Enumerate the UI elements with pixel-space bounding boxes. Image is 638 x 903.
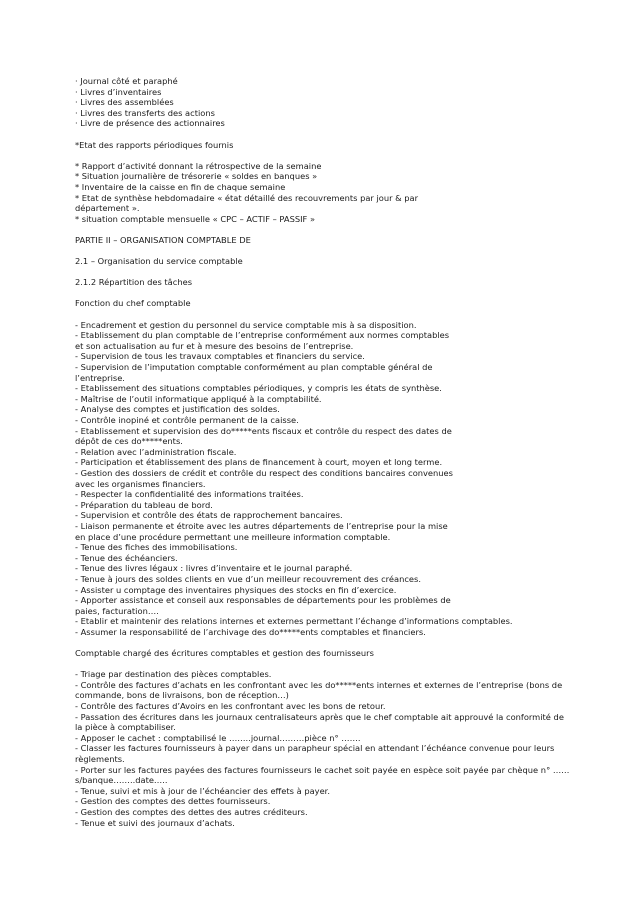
- list-item: - Assumer la responsabilité de l’archivage des do*****ents comptables et financiers.: [75, 626, 426, 637]
- list-item: la pièce à comptabiliser.: [75, 722, 176, 733]
- list-item: l’entreprise.: [75, 372, 125, 383]
- list-item: - Encadrement et gestion du personnel du service comptable mis à sa disposition.: [75, 319, 417, 330]
- list-item: - Gestion des comptes des dettes des autres créditeurs.: [75, 806, 308, 817]
- list-item: - Apporter assistance et conseil aux responsables de départements pour les problèmes de: [75, 595, 451, 606]
- list-item: · Journal côté et paraphé: [75, 76, 178, 86]
- chef-comptable-list: [75, 320, 595, 638]
- list-item: - Porter sur les factures payées des factures fournisseurs le cachet soit payée en espèce soit payée par chèque n° ……: [75, 764, 570, 775]
- list-item: - Liaison permanente et étroite avec les autres départements de l’entreprise pour la mise: [75, 520, 448, 531]
- etat-heading: *Etat des rapports périodiques fournis: [75, 139, 234, 150]
- list-item: en place d’une procédure permettant une meilleure information comptable.: [75, 531, 391, 542]
- list-item: - Analyse des comptes et justification des soldes.: [75, 404, 280, 415]
- document-page: [75, 76, 595, 839]
- list-item: · Livres d’inventaires: [75, 86, 162, 97]
- list-item: - Supervision et contrôle des états de rapprochement bancaires.: [75, 510, 343, 521]
- list-item: - Contrôle inopiné et contrôle permanent de la caisse.: [75, 415, 299, 425]
- list-item: * situation comptable mensuelle « CPC – ACTIF – PASSIF »: [75, 213, 316, 224]
- list-item: règlements.: [75, 754, 125, 764]
- list-item: - Préparation du tableau de bord.: [75, 499, 213, 510]
- list-item: - Classer les factures fournisseurs à payer dans un parapheur spécial en attendant l’échéance convenue pour leurs: [75, 743, 555, 754]
- list-item: - Gestion des dossiers de crédit et contrôle du respect des conditions bancaires convenues: [75, 467, 453, 478]
- list-item: · Livres des transferts des actions: [75, 107, 215, 118]
- list-item: - Respecter la confidentialité des informations traitées.: [75, 489, 304, 500]
- list-item: - Supervision de l’imputation comptable conformément au plan comptable général de: [75, 362, 433, 373]
- list-item: - Participation et établissement des plans de financement à court, moyen et long terme.: [75, 457, 443, 468]
- fournisseurs-list: [75, 669, 595, 828]
- partie-heading: PARTIE II – ORGANISATION COMPTABLE DE: [75, 234, 251, 245]
- list-item: - Etablissement et supervision des do*****ents fiscaux et contrôle du respect des dates de: [75, 425, 452, 436]
- list-item: - Tenue à jours des soldes clients en vue d’un meilleur recouvrement des créances.: [75, 573, 421, 584]
- list-item: * Etat de synthèse hebdomadaire « état détaillé des recouvrements par jour & par: [75, 192, 419, 203]
- intro-list: [75, 76, 595, 129]
- fournisseurs-heading: Comptable chargé des écritures comptables et gestion des fournisseurs: [75, 648, 374, 659]
- list-item: paies, facturation….: [75, 605, 159, 616]
- list-item: et son actualisation au fur et à mesure des besoins de l’entreprise.: [75, 340, 354, 351]
- list-item: département ».: [75, 203, 140, 214]
- list-item: - Supervision de tous les travaux comptables et financiers du service.: [75, 351, 365, 362]
- list-item: * Situation journalière de trésorerie « soldes en banques »: [75, 171, 318, 182]
- list-item: * Inventaire de la caisse en fin de chaque semaine: [75, 181, 286, 192]
- section-heading: 2.1 – Organisation du service comptable: [75, 256, 243, 267]
- subsection-heading: 2.1.2 Répartition des tâches: [75, 277, 193, 288]
- list-item: - Apposer le cachet : comptabilisé le ……..journal………pièce n° …….: [75, 732, 361, 743]
- list-item: avec les organismes financiers.: [75, 478, 206, 489]
- list-item: - Gestion des comptes des dettes fournisseurs.: [75, 796, 271, 807]
- list-item: - Tenue des échéanciers.: [75, 552, 178, 563]
- list-item: - Passation des écritures dans les journaux centralisateurs après que le chef comptable ait approuvé la conformité de: [75, 711, 564, 722]
- list-item: - Etablir et maintenir des relations internes et externes permettant l’échange d’informations comptables.: [75, 616, 513, 627]
- list-item: - Tenue des fiches des immobilisations.: [75, 542, 238, 553]
- etat-list: [75, 161, 595, 225]
- list-item: dépôt de ces do*****ents.: [75, 436, 183, 447]
- list-item: - Etablissement du plan comptable de l’entreprise conformément aux normes comptables: [75, 330, 450, 341]
- list-item: - Etablissement des situations comptables périodiques, y compris les états de synthèse.: [75, 383, 442, 394]
- list-item: · Livres des assemblées: [75, 97, 174, 108]
- list-item: - Contrôle des factures d’Avoirs en les confrontant avec les bons de retour.: [75, 701, 386, 712]
- list-item: · Livre de présence des actionnaires: [75, 118, 225, 129]
- list-item: - Relation avec l’administration fiscale.: [75, 446, 237, 457]
- list-item: - Maîtrise de l’outil informatique appliqué à la comptabilité.: [75, 393, 322, 404]
- list-item: - Assister u comptage des inventaires physiques des stocks en fin d’exercice.: [75, 584, 397, 595]
- list-item: - Contrôle des factures d’achats en les confrontant avec les do*****ents internes et externes de l’entreprise (bons de: [75, 679, 563, 690]
- list-item: - Tenue des livres légaux : livres d’inventaire et le journal paraphé.: [75, 563, 353, 574]
- list-item: - Tenue et suivi des journaux d’achats.: [75, 817, 235, 828]
- list-item: commande, bons de livraisons, bon de réception…): [75, 690, 289, 701]
- chef-comptable-heading: Fonction du chef comptable: [75, 298, 191, 309]
- list-item: s/banque……..date…..: [75, 775, 168, 786]
- list-item: - Tenue, suivi et mis à jour de l’échéancier des effets à payer.: [75, 785, 330, 796]
- list-item: * Rapport d’activité donnant la rétrospective de la semaine: [75, 160, 322, 171]
- list-item: - Triage par destination des pièces comptables.: [75, 669, 272, 680]
